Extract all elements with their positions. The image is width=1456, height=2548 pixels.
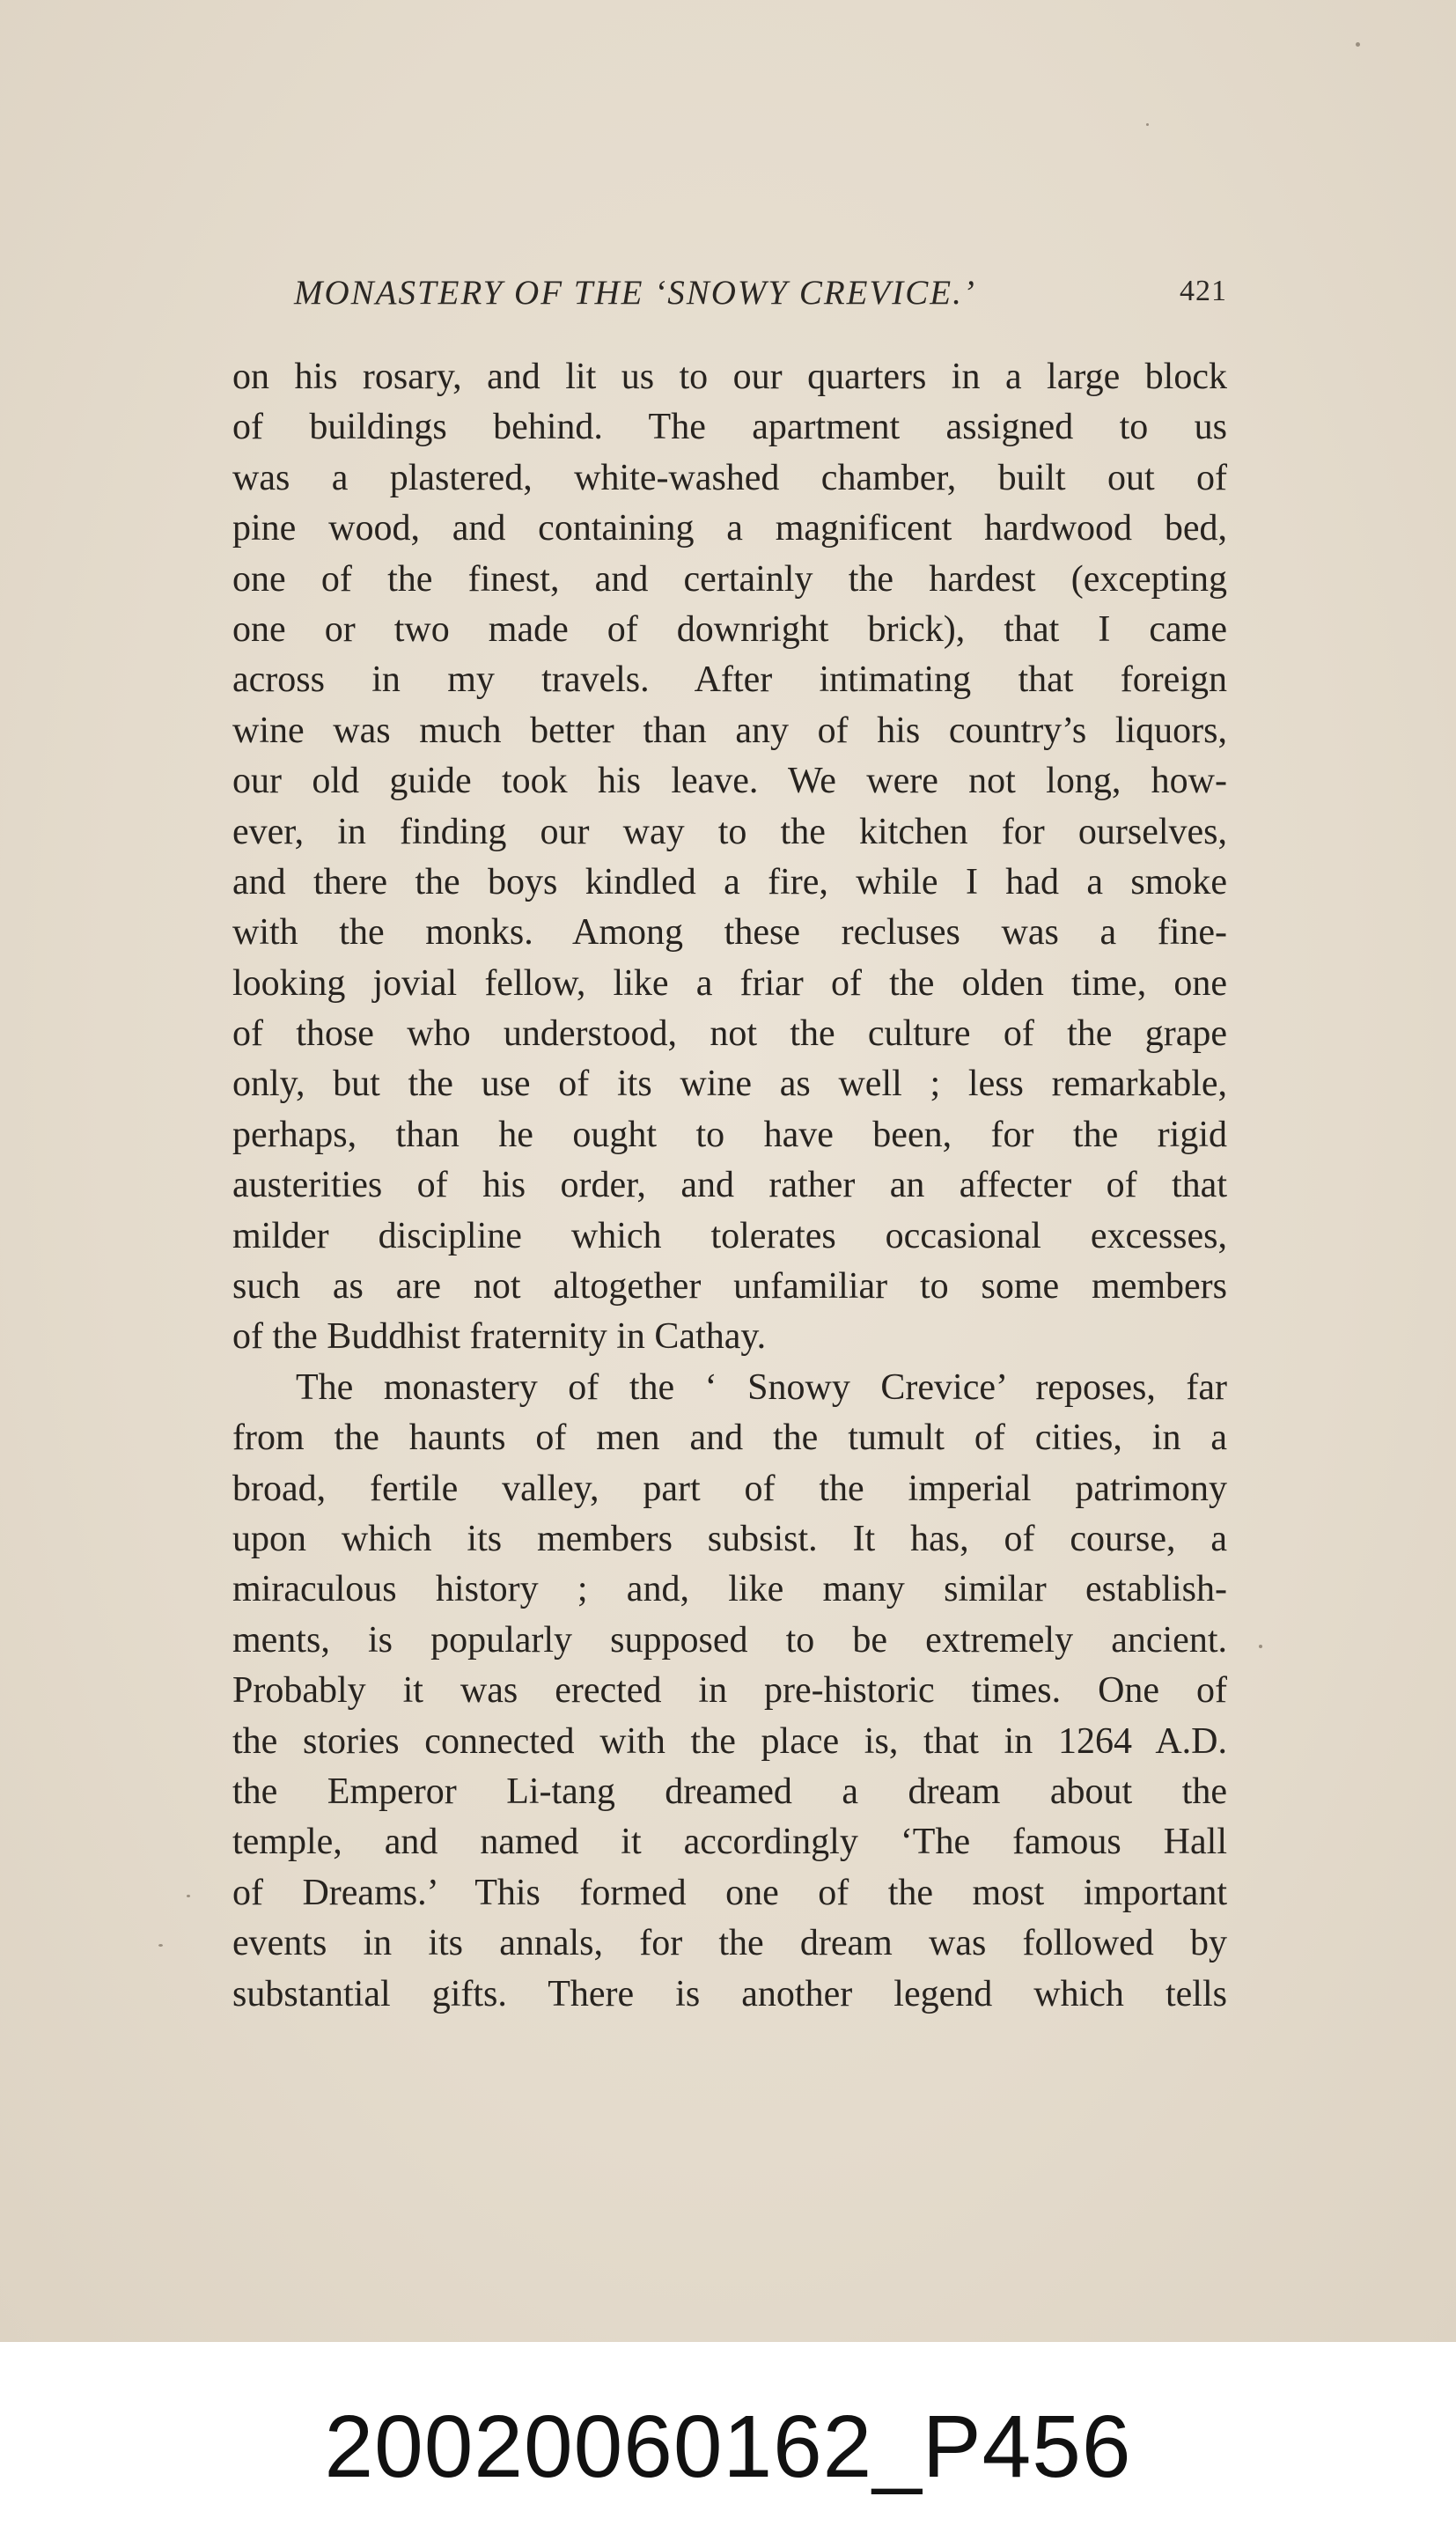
text-line: of Dreams.’ This formed one of the most important bbox=[232, 1872, 1227, 1913]
text-line: of the Buddhist fraternity in Cathay. bbox=[232, 1316, 767, 1358]
archive-identifier: 20020060162_P456 bbox=[324, 2397, 1132, 2496]
text-line: The monastery of the ‘ Snowy Crevice’ reposes, far bbox=[296, 1366, 1227, 1408]
page-number: 421 bbox=[1180, 275, 1227, 307]
text-line: milder discipline which tolerates occasional excesses, bbox=[232, 1215, 1227, 1256]
text-line: and there the boys kindled a fire, while I had a smoke bbox=[232, 861, 1227, 902]
text-line: looking jovial fellow, like a friar of the olden time, one bbox=[232, 962, 1227, 1004]
text-line: pine wood, and containing a magnificent hardwood bed, bbox=[232, 508, 1227, 549]
text-line: from the haunts of men and the tumult of cities, in a bbox=[232, 1418, 1227, 1459]
paper-speck bbox=[1146, 123, 1149, 126]
text-line: miraculous history ; and, like many similar establish- bbox=[232, 1569, 1227, 1610]
text-line: the stories connected with the place is, that in 1264 A.D. bbox=[232, 1720, 1227, 1762]
paper-speck bbox=[158, 1944, 163, 1947]
archive-footer bbox=[0, 2342, 1456, 2548]
text-line: Probably it was erected in pre-historic times. One of bbox=[232, 1670, 1227, 1712]
text-line: was a plastered, white-washed chamber, built out of bbox=[232, 457, 1227, 498]
text-line: upon which its members subsist. It has, of course, a bbox=[232, 1518, 1227, 1559]
text-line: such as are not altogether unfamiliar to some members bbox=[232, 1266, 1227, 1307]
text-line: of buildings behind. The apartment assigned to us bbox=[232, 407, 1227, 448]
paragraph-1 bbox=[232, 352, 1227, 1363]
text-line: the Emperor Li-tang dreamed a dream about the bbox=[232, 1771, 1227, 1812]
text-line: ever, in finding our way to the kitchen for ourselves, bbox=[232, 811, 1227, 852]
text-line: with the monks. Among these recluses was a fine- bbox=[232, 912, 1227, 954]
text-line: ments, is popularly supposed to be extremely ancient. bbox=[232, 1619, 1227, 1661]
text-line: of those who understood, not the culture of the grape bbox=[232, 1013, 1227, 1055]
running-title: MONASTERY OF THE ‘SNOWY CREVICE.’ bbox=[294, 274, 976, 312]
text-line: temple, and named it accordingly ‘The famous Hall bbox=[232, 1822, 1227, 1863]
text-line: across in my travels. After intimating that foreign bbox=[232, 659, 1227, 701]
text-line: our old guide took his leave. We were not long, how- bbox=[232, 761, 1227, 802]
text-line: perhaps, than he ought to have been, for the rigid bbox=[232, 1114, 1227, 1155]
paragraph-2 bbox=[232, 1363, 1227, 2020]
text-line: wine was much better than any of his country’s liquors, bbox=[232, 710, 1227, 751]
paper-speck bbox=[187, 1895, 190, 1897]
paper-speck bbox=[1356, 42, 1360, 47]
text-line: events in its annals, for the dream was followed by bbox=[232, 1923, 1227, 1964]
paper-speck bbox=[1259, 1645, 1262, 1648]
text-line: austerities of his order, and rather an affecter of that bbox=[232, 1165, 1227, 1206]
text-line: only, but the use of its wine as well ; less remarkable, bbox=[232, 1064, 1227, 1105]
text-line: broad, fertile valley, part of the imperial patrimony bbox=[232, 1468, 1227, 1509]
running-head bbox=[232, 273, 1227, 317]
text-line: one of the finest, and certainly the hardest (excepting bbox=[232, 558, 1227, 600]
text-line: on his rosary, and lit us to our quarters in a large block bbox=[232, 357, 1227, 397]
text-line: one or two made of downright brick), that I came bbox=[232, 608, 1227, 650]
body-text bbox=[232, 352, 1227, 2020]
text-line: substantial gifts. There is another legend which tells bbox=[232, 1973, 1227, 2014]
